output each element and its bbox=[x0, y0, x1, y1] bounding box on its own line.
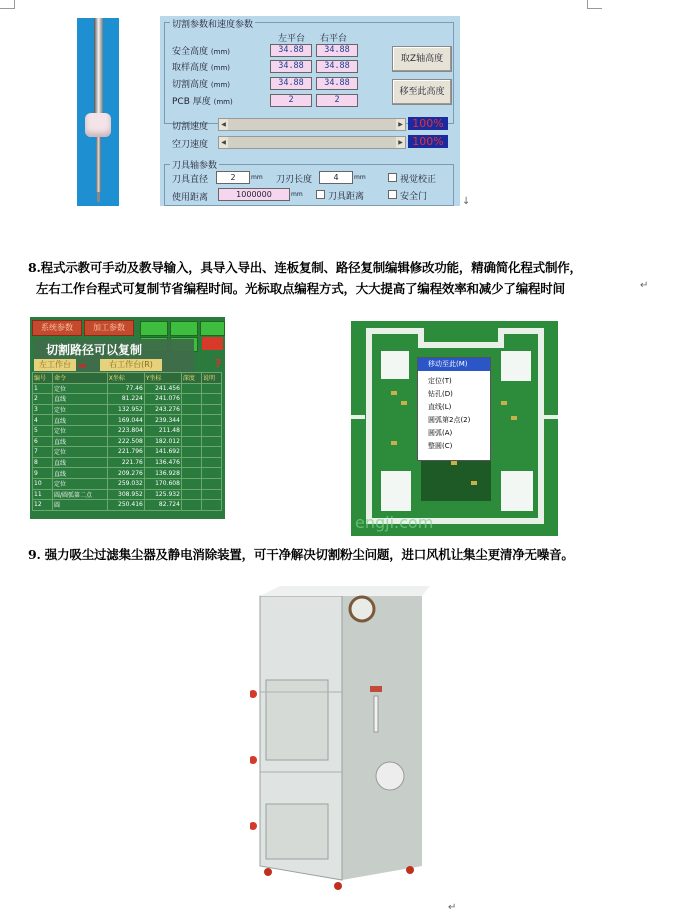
cell-x: 259.032 bbox=[107, 478, 144, 489]
table-row[interactable] bbox=[33, 425, 222, 436]
cell-y: 243.276 bbox=[144, 404, 181, 415]
use-distance-field[interactable]: 1000000 bbox=[218, 188, 290, 201]
cell-y: 211.48 bbox=[144, 425, 181, 436]
cell-no: 5 bbox=[33, 425, 53, 436]
idle-speed-value: 100% bbox=[408, 135, 448, 148]
watermark-text: engji.com bbox=[355, 513, 434, 532]
cell-note bbox=[201, 415, 221, 426]
table-row[interactable] bbox=[33, 500, 222, 511]
idle-speed-slider[interactable] bbox=[218, 136, 406, 149]
cell-x: 308.952 bbox=[107, 489, 144, 500]
cell-depth bbox=[181, 394, 201, 405]
return-mark-end: ↵ bbox=[448, 902, 457, 913]
cell-x: 209.276 bbox=[107, 468, 144, 479]
cut-param-group bbox=[164, 22, 454, 124]
red-button[interactable] bbox=[202, 337, 223, 350]
paragraph-down-mark: ↓ bbox=[462, 196, 471, 207]
cell-y: 136.928 bbox=[144, 468, 181, 479]
vision-check-label: 视觉校正 bbox=[400, 175, 437, 185]
cell-depth bbox=[181, 404, 201, 415]
idle-speed-label: 空刀速度 bbox=[172, 140, 209, 150]
cell-depth bbox=[181, 425, 201, 436]
tool-distance-label: 刀具距离 bbox=[328, 192, 365, 202]
cell-command: 圆 bbox=[53, 500, 108, 511]
sample-height-label: 取样高度 (mm) bbox=[172, 63, 230, 73]
cell-no: 12 bbox=[33, 500, 53, 511]
header-no: 编号 bbox=[33, 373, 53, 384]
cutter-shank bbox=[94, 18, 103, 113]
cell-command: 圆/圆弧第二点 bbox=[53, 489, 108, 500]
cut-param-title: 切割参数和速度参数 bbox=[170, 17, 255, 30]
cell-y: 241.076 bbox=[144, 394, 181, 405]
cell-command: 直线 bbox=[53, 394, 108, 405]
slider-right-arrow-icon[interactable]: ▶ bbox=[396, 137, 405, 148]
use-distance-unit: mm bbox=[291, 191, 303, 198]
table-row[interactable] bbox=[33, 457, 222, 468]
page-corner-mark-right bbox=[587, 0, 602, 9]
cell-x: 77.46 bbox=[107, 383, 144, 394]
use-distance-label: 使用距离 bbox=[172, 193, 209, 203]
menu-arc[interactable]: 圆弧(A) bbox=[428, 429, 453, 437]
table-row[interactable] bbox=[33, 436, 222, 447]
table-row[interactable] bbox=[33, 394, 222, 405]
tool-distance-checkbox[interactable] bbox=[316, 190, 325, 199]
cut-speed-value: 100% bbox=[408, 117, 448, 130]
cell-depth bbox=[181, 447, 201, 458]
cell-command: 直线 bbox=[53, 468, 108, 479]
cell-no: 11 bbox=[33, 489, 53, 500]
cut-height-right[interactable]: 34.88 bbox=[316, 77, 358, 90]
vision-check-checkbox[interactable] bbox=[388, 173, 397, 182]
table-row[interactable] bbox=[33, 447, 222, 458]
get-z-height-button[interactable]: 取Z轴高度 bbox=[392, 46, 452, 72]
tool-diameter-label: 刀具直径 bbox=[172, 175, 209, 185]
cell-y: 170.608 bbox=[144, 478, 181, 489]
cell-y: 82.724 bbox=[144, 500, 181, 511]
cell-x: 221.796 bbox=[107, 447, 144, 458]
header-note: 说明 bbox=[201, 373, 221, 384]
move-to-height-button[interactable]: 移至此高度 bbox=[392, 79, 452, 105]
dust-collector-graphic bbox=[250, 584, 440, 904]
cell-no: 1 bbox=[33, 383, 53, 394]
cell-y: 141.692 bbox=[144, 447, 181, 458]
table-header-row bbox=[33, 373, 222, 384]
cell-no: 7 bbox=[33, 447, 53, 458]
cell-note bbox=[201, 404, 221, 415]
green-button[interactable] bbox=[140, 321, 168, 336]
cell-y: 241.456 bbox=[144, 383, 181, 394]
cell-note bbox=[201, 457, 221, 468]
table-row[interactable] bbox=[33, 383, 222, 394]
cell-note bbox=[201, 394, 221, 405]
cell-x: 250.416 bbox=[107, 500, 144, 511]
copy-arrow-icon: ➡ bbox=[78, 361, 87, 372]
cell-depth bbox=[181, 436, 201, 447]
cell-x: 223.804 bbox=[107, 425, 144, 436]
menu-move-here[interactable]: 移动至此(M) bbox=[418, 358, 490, 371]
safety-door-label: 安全门 bbox=[400, 192, 428, 202]
cutter-tip bbox=[97, 192, 100, 202]
tool-param-title: 刀具轴参数 bbox=[170, 158, 219, 171]
return-mark: ↵ bbox=[640, 280, 649, 291]
cell-command: 定位 bbox=[53, 447, 108, 458]
program-table bbox=[32, 372, 222, 511]
cell-x: 221.76 bbox=[107, 457, 144, 468]
cell-no: 10 bbox=[33, 478, 53, 489]
cell-x: 81.224 bbox=[107, 394, 144, 405]
safety-door-checkbox[interactable] bbox=[388, 190, 397, 199]
cell-command: 定位 bbox=[53, 425, 108, 436]
menu-arc-second-point[interactable]: 圆弧第2点(2) bbox=[428, 416, 471, 424]
page-corner-mark-left bbox=[0, 0, 15, 9]
para8-line2: 左右工作台程式可复制节省编程时间。光标取点编程方式，大大提高了编程效率和减少了编程时间 bbox=[36, 281, 565, 296]
table-row[interactable] bbox=[33, 415, 222, 426]
cut-speed-slider[interactable] bbox=[218, 118, 406, 131]
blade-length-label: 刀刃长度 bbox=[276, 175, 313, 185]
cell-note bbox=[201, 447, 221, 458]
table-row[interactable] bbox=[33, 489, 222, 500]
cutting-parameter-panel bbox=[160, 16, 460, 206]
pcb-editor-screenshot bbox=[351, 321, 558, 536]
header-y: Y坐标 bbox=[144, 373, 181, 384]
para9: 9. 强力吸尘过滤集尘器及静电消除装置，可干净解决切割粉尘问题，进口风机让集尘更清净无噪音。 bbox=[28, 547, 574, 562]
cell-y: 125.932 bbox=[144, 489, 181, 500]
cell-depth bbox=[181, 457, 201, 468]
right-workbench-button[interactable]: 右工作台(R) bbox=[100, 359, 162, 371]
cell-command: 定位 bbox=[53, 404, 108, 415]
left-workbench-button[interactable]: 左工作台 bbox=[34, 359, 76, 371]
slider-left-arrow-icon[interactable]: ◀ bbox=[219, 119, 228, 130]
cell-no: 9 bbox=[33, 468, 53, 479]
cell-depth bbox=[181, 415, 201, 426]
program-editor-screenshot bbox=[30, 317, 225, 519]
menu-line[interactable]: 直线(L) bbox=[428, 403, 452, 411]
cell-depth bbox=[181, 383, 201, 394]
header-x: X坐标 bbox=[107, 373, 144, 384]
header-command: 命令 bbox=[53, 373, 108, 384]
cell-note bbox=[201, 500, 221, 511]
para8-line1: 8.程式示教可手动及教导输入，具导入导出、连板复制、路径复制编辑修改功能，精确简化程式制作， bbox=[28, 260, 582, 275]
right-platform-header: 右平台 bbox=[320, 34, 348, 44]
cutter-bit bbox=[96, 137, 101, 192]
cell-note bbox=[201, 489, 221, 500]
milling-cutter-photo bbox=[77, 18, 119, 206]
cutter-collar bbox=[85, 113, 111, 137]
process-params-tab[interactable]: 加工参数 bbox=[84, 320, 134, 336]
tool-diameter-field[interactable]: 2 bbox=[216, 171, 250, 184]
pcb-thickness-right[interactable]: 2 bbox=[316, 94, 358, 107]
table-row[interactable] bbox=[33, 404, 222, 415]
cell-command: 定位 bbox=[53, 383, 108, 394]
left-platform-header: 左平台 bbox=[278, 34, 306, 44]
cell-note bbox=[201, 383, 221, 394]
cell-depth bbox=[181, 500, 201, 511]
green-button[interactable] bbox=[200, 321, 225, 336]
table-row[interactable] bbox=[33, 478, 222, 489]
cell-x: 169.044 bbox=[107, 415, 144, 426]
pcb-thickness-left[interactable]: 2 bbox=[270, 94, 312, 107]
cell-depth bbox=[181, 489, 201, 500]
cell-no: 8 bbox=[33, 457, 53, 468]
menu-circle[interactable]: 整圆(C) bbox=[428, 442, 453, 450]
safety-height-left[interactable]: 34.88 bbox=[270, 44, 312, 57]
pcb-thickness-label: PCB 厚度 (mm) bbox=[172, 97, 233, 107]
sample-height-left[interactable]: 34.88 bbox=[270, 60, 312, 73]
safety-height-label: 安全高度 (mm) bbox=[172, 47, 230, 57]
cell-y: 182.012 bbox=[144, 436, 181, 447]
cell-y: 239.344 bbox=[144, 415, 181, 426]
copy-path-title: 切割路径可以复制 bbox=[46, 343, 143, 357]
cell-depth bbox=[181, 468, 201, 479]
sample-height-right[interactable]: 34.88 bbox=[316, 60, 358, 73]
cell-x: 132.952 bbox=[107, 404, 144, 415]
cell-note bbox=[201, 478, 221, 489]
cell-depth bbox=[181, 478, 201, 489]
pcb-context-menu bbox=[417, 357, 491, 461]
cell-y: 136.476 bbox=[144, 457, 181, 468]
blade-length-field[interactable]: 4 bbox=[319, 171, 353, 184]
tool-diameter-unit: mm bbox=[251, 174, 263, 181]
green-button[interactable] bbox=[170, 321, 198, 336]
cell-command: 定位 bbox=[53, 478, 108, 489]
help-icon[interactable]: ? bbox=[215, 357, 222, 370]
cut-speed-label: 切割速度 bbox=[172, 122, 209, 132]
cell-command: 直线 bbox=[53, 415, 108, 426]
cut-height-left[interactable]: 34.88 bbox=[270, 77, 312, 90]
blade-length-unit: mm bbox=[354, 174, 366, 181]
cell-note bbox=[201, 436, 221, 447]
system-params-tab[interactable]: 系统参数 bbox=[32, 320, 82, 336]
cell-no: 4 bbox=[33, 415, 53, 426]
slider-right-arrow-icon[interactable]: ▶ bbox=[396, 119, 405, 130]
dust-collector-photo bbox=[250, 584, 440, 904]
cell-no: 3 bbox=[33, 404, 53, 415]
safety-height-right[interactable]: 34.88 bbox=[316, 44, 358, 57]
cell-command: 直线 bbox=[53, 457, 108, 468]
cell-note bbox=[201, 425, 221, 436]
cell-command: 直线 bbox=[53, 436, 108, 447]
cell-no: 6 bbox=[33, 436, 53, 447]
slider-left-arrow-icon[interactable]: ◀ bbox=[219, 137, 228, 148]
cell-x: 222.508 bbox=[107, 436, 144, 447]
menu-position[interactable]: 定位(T) bbox=[428, 377, 452, 385]
cell-note bbox=[201, 468, 221, 479]
cut-height-label: 切割高度 (mm) bbox=[172, 80, 230, 90]
cell-no: 2 bbox=[33, 394, 53, 405]
table-row[interactable] bbox=[33, 468, 222, 479]
menu-drill[interactable]: 钻孔(D) bbox=[428, 390, 453, 398]
header-depth: 深度 bbox=[181, 373, 201, 384]
